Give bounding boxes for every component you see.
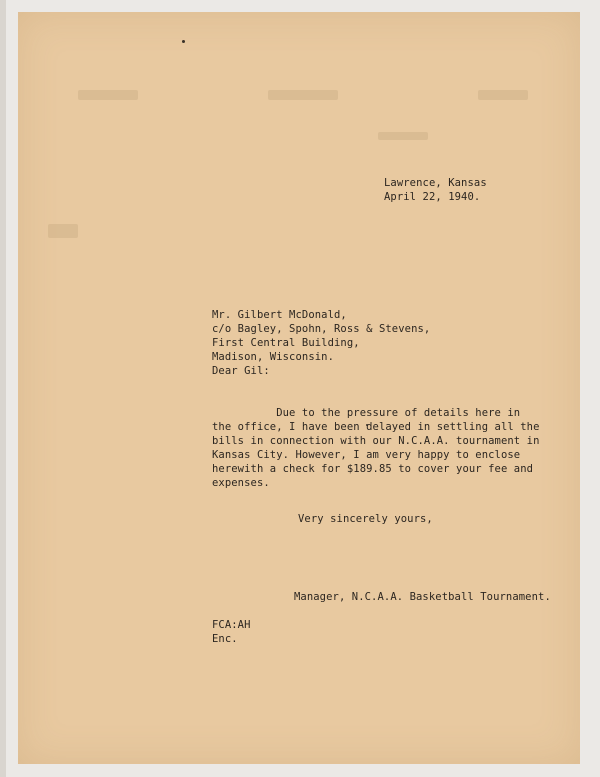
body-line: the office, I have been delayed in settling all the — [212, 421, 540, 433]
body-line: bills in connection with our N.C.A.A. tournament in — [212, 435, 540, 447]
letter-body — [212, 378, 540, 490]
show-through-mark — [478, 90, 528, 100]
show-through-mark — [268, 90, 338, 100]
dateline — [384, 176, 487, 204]
complimentary-close: Very sincerely yours, — [298, 513, 433, 525]
dateline-city: Lawrence, Kansas — [384, 177, 487, 189]
inside-address — [212, 308, 430, 364]
signature-title: Manager, N.C.A.A. Basketball Tournament. — [294, 591, 551, 603]
dateline-date: April 22, 1940. — [384, 191, 481, 203]
show-through-mark — [48, 224, 78, 238]
address-line: First Central Building, — [212, 337, 360, 349]
typist-initials: FCA:AH — [212, 619, 251, 631]
show-through-mark — [378, 132, 428, 140]
body-line: Kansas City. However, I am very happy to enclose — [212, 449, 521, 461]
address-line: Mr. Gilbert McDonald, — [212, 309, 347, 321]
body-line: Due to the pressure of details here in — [212, 407, 521, 419]
show-through-mark — [78, 90, 138, 100]
address-line: c/o Bagley, Spohn, Ross & Stevens, — [212, 323, 431, 335]
body-line: expenses. — [212, 477, 270, 489]
scan-edge — [0, 0, 6, 777]
salutation: Dear Gil: — [212, 365, 270, 377]
reference-block — [212, 604, 251, 646]
body-line: herewith a check for $189.85 to cover your fee and — [212, 463, 534, 475]
ink-speck — [182, 40, 185, 43]
enclosure-note: Enc. — [212, 633, 238, 645]
address-line: Madison, Wisconsin. — [212, 351, 335, 363]
